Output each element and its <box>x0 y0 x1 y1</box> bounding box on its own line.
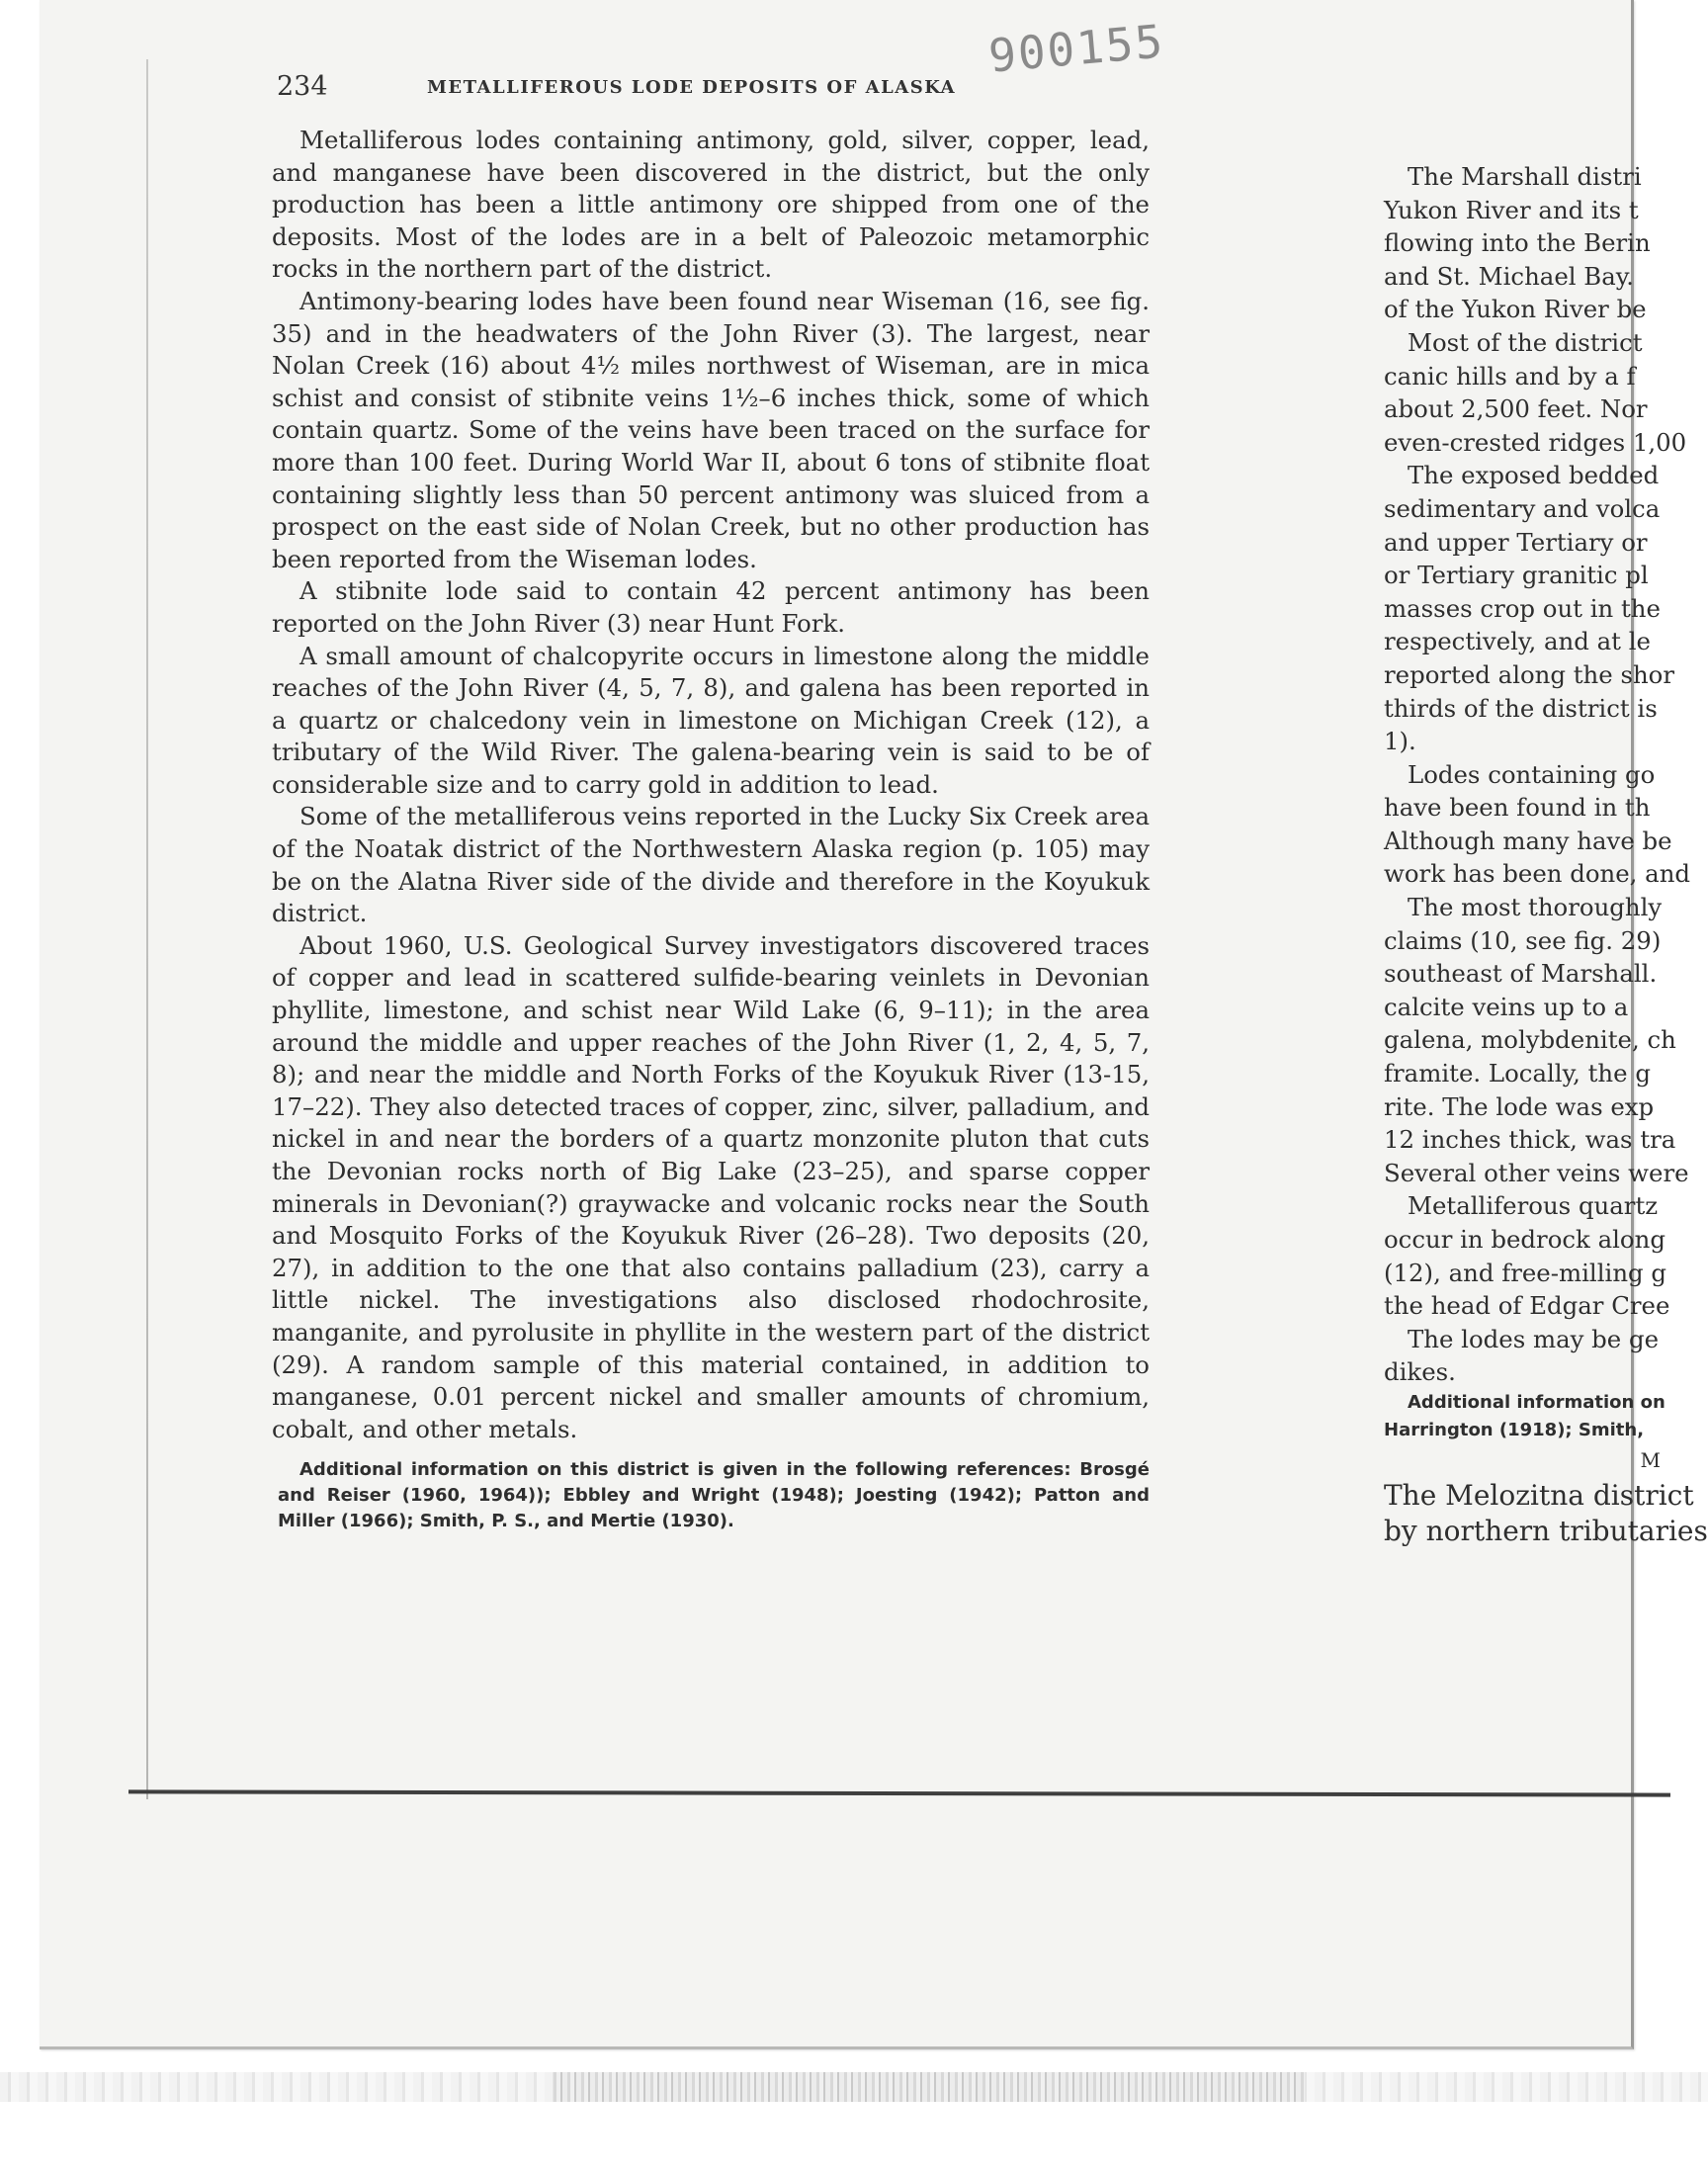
references-note-line: Additional information on <box>1408 1391 1665 1413</box>
text-line: Lodes containing go <box>1408 759 1656 789</box>
text-line: flowing into the Berin <box>1384 228 1651 258</box>
text-line: rite. The lode was exp <box>1384 1091 1655 1121</box>
text-line: reported along the shor <box>1384 659 1675 689</box>
text-line: the head of Edgar Cree <box>1384 1291 1670 1321</box>
page-fold-line <box>128 1789 1670 1796</box>
text-line: calcite veins up to a <box>1384 992 1629 1021</box>
text-line: respectively, and at le <box>1384 627 1651 656</box>
paragraph: Antimony-bearing lodes have been found near Wiseman (16, see fig. 35) and in the headwaters of the John River (3). The largest, near Nolan Creek (16) about 4½ miles northwest of Wiseman, are in mica schist and consist of stibnite veins 1½–6 inches thick, some of which contain quartz. Some of the veins have been traced on the surface for more than 100 feet. During World War II, about 6 tons of stibnite float containing slightly less than 50 percent antimony was sluiced from a prospect on the east side of Nolan Creek, but no other production has been reported from the Wiseman lodes. <box>272 286 1150 573</box>
text-line: The Melozitna district <box>1384 1478 1694 1512</box>
text-line: (12), and free-milling g <box>1384 1258 1667 1287</box>
text-line: Yukon River and its t <box>1384 195 1639 224</box>
binding-margin-line <box>146 59 148 1799</box>
paragraph: About 1960, U.S. Geological Survey investigators discovered traces of copper and lead in scattered sulfide-bearing veinlets in Devonian phyllite, limestone, and schist near Wild Lake (6, 9–11); in the area around the middle and upper reaches of the John River (1, 2, 4, 5, 7, 8); and near the middle and North Forks of the Koyukuk River (13-15, 17–22). They also detected traces of copper, zinc, silver, palladium, and nickel in and near the borders of a quartz monzonite pluton that cuts the Devonian rocks north of Big Lake (23–25), and sparse copper minerals in Devonian(?) graywacke and volcanic rocks near the South and Mosquito Forks of the Koyukuk River (26–28). Two deposits (20, 27), in addition to the one that also contains palladium (23), carry a little nickel. The investigations also disclosed rhodochrosite, manganite, and pyrolusite in phyllite in the western part of the district (29). A random sample of this material contained, in addition to manganese, 0.01 percent nickel and smaller amounts of chromium, cobalt, and other metals. <box>272 930 1150 1443</box>
text-line: Metalliferous quartz <box>1408 1191 1659 1221</box>
text-line: sedimentary and volca <box>1384 493 1661 523</box>
text-line: dikes. <box>1384 1357 1456 1387</box>
text-line: framite. Locally, the g <box>1384 1059 1651 1088</box>
page-number: 234 <box>277 71 328 102</box>
text-line: occur in bedrock along <box>1384 1225 1665 1254</box>
text-line: 1). <box>1384 727 1416 756</box>
text-line: and St. Michael Bay. <box>1384 261 1635 291</box>
text-line: of the Yukon River be <box>1384 295 1647 324</box>
text-line: The lodes may be ge <box>1408 1324 1660 1353</box>
text-line: canic hills and by a f <box>1384 361 1636 391</box>
paragraph: A stibnite lode said to contain 42 percent antimony has been reported on the John River (3) near Hunt Fork. <box>272 576 1150 638</box>
text-line: even-crested ridges 1,00 <box>1384 427 1687 457</box>
section-heading: M <box>1640 1447 1661 1472</box>
handwritten-stamp-number: 900155 <box>985 14 1167 83</box>
page-header <box>277 71 1156 111</box>
text-line: thirds of the district is <box>1384 693 1658 723</box>
text-line: or Tertiary granitic pl <box>1384 561 1649 590</box>
text-line: The Marshall distri <box>1408 162 1642 191</box>
text-line: claims (10, see fig. 29) <box>1384 925 1662 955</box>
scanned-page <box>40 0 1708 2049</box>
text-line: about 2,500 feet. Nor <box>1384 394 1648 424</box>
text-line: 12 inches thick, was tra <box>1384 1125 1676 1155</box>
left-text-column <box>272 125 1150 1534</box>
scan-bottom-strip <box>0 2072 1708 2102</box>
references-note: Additional information on this district is given in the following references: Brosgé and Reiser (1960, 1964)); Ebbley and Wright (1948); Joesting (1942); Patton and Miller (1966); Smith, P. S., and Mertie (1930). <box>278 1459 1150 1532</box>
text-line: Several other veins were <box>1384 1158 1689 1187</box>
running-head: METALLIFEROUS LODE DEPOSITS OF ALASKA <box>427 77 957 98</box>
text-line: galena, molybdenite, ch <box>1384 1025 1676 1055</box>
text-line: The most thoroughly <box>1408 893 1663 922</box>
right-text-column-cropped <box>1384 160 1708 1549</box>
paragraph: Metalliferous lodes containing antimony, gold, silver, copper, lead, and manganese have been discovered in the district, but the only production has been a little antimony ore shipped from one of the deposits. Most of the lodes are in a belt of Paleozoic metamorphic rocks in the northern part of the district. <box>272 126 1150 284</box>
text-line: southeast of Marshall. <box>1384 959 1658 989</box>
text-line: have been found in th <box>1384 793 1651 823</box>
text-line: work has been done, and <box>1384 859 1691 889</box>
text-line: The exposed bedded <box>1408 461 1660 490</box>
text-line: Most of the district <box>1408 327 1643 357</box>
text-line: Although many have be <box>1384 826 1672 855</box>
scan-noise-band <box>554 2072 1305 2102</box>
references-note-line: Harrington (1918); Smith, <box>1384 1419 1645 1440</box>
text-line: masses crop out in the <box>1384 593 1661 623</box>
text-line: and upper Tertiary or <box>1384 527 1648 557</box>
text-line: by northern tributaries <box>1384 1514 1708 1547</box>
paragraph: Some of the metalliferous veins reported in the Lucky Six Creek area of the Noatak district of the Northwestern Alaska region (p. 105) may be on the Alatna River side of the divide and therefore in the Koyukuk district. <box>272 802 1150 928</box>
paragraph: A small amount of chalcopyrite occurs in limestone along the middle reaches of the John River (4, 5, 7, 8), and galena has been reported in a quartz or chalcedony vein in limestone on Michigan Creek (12), a tributary of the Wild River. The galena-bearing vein is said to be of considerable size and to carry gold in addition to lead. <box>272 641 1150 799</box>
